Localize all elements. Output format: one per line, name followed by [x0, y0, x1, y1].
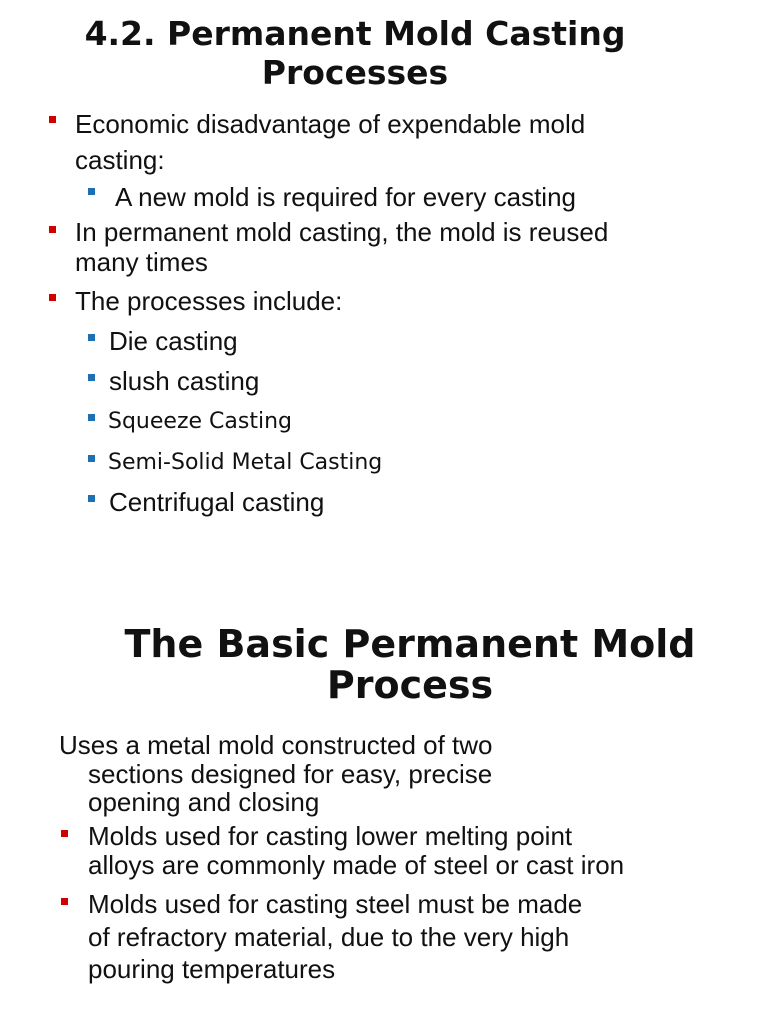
blue-bullet-icon [88, 495, 95, 502]
blue-bullet-icon [88, 188, 95, 195]
slide2-intro-line2: sections designed for easy, precise [88, 758, 493, 789]
red-bullet-icon [61, 830, 68, 837]
slide1-item-6: slush casting [109, 366, 260, 396]
slide2-intro-line3: opening and closing [88, 787, 320, 817]
slide1-title [40, 14, 670, 92]
slide1-item-2: A new mold is required for every casting [115, 182, 576, 212]
blue-bullet-icon [88, 455, 95, 462]
slide1-item-5: Die casting [109, 326, 238, 356]
slide1-title-line2: Processes [261, 53, 449, 92]
slide2-title-line1: The Basic Permanent Mold [124, 622, 696, 666]
slide1-item-1-line1: Economic disadvantage of expendable mold [75, 109, 586, 139]
blue-bullet-icon [88, 334, 95, 341]
slide2-item-1-line1: Molds used for casting lower melting point [88, 821, 573, 851]
slide2-title-line2: Process [326, 663, 494, 707]
slide1-item-4: The processes include: [75, 286, 343, 316]
slide2-title [60, 624, 760, 706]
slide2-item-1 [88, 822, 624, 880]
slide1-item-3-line2: many times [75, 247, 208, 277]
slide2-item-2 [88, 888, 582, 986]
slide1-item-1 [75, 106, 585, 178]
blue-bullet-icon [88, 414, 95, 421]
red-bullet-icon [49, 294, 56, 301]
red-bullet-icon [49, 116, 56, 123]
red-bullet-icon [61, 898, 68, 905]
slide2-item-2-line3: pouring temperatures [88, 954, 336, 984]
slide1-item-9: Centrifugal casting [109, 487, 325, 517]
slide2-item-1-line2: alloys are commonly made of steel or cast iron [88, 850, 625, 880]
slide2-intro-line1: Uses a metal mold constructed of two [59, 730, 493, 760]
slide1-item-3 [75, 217, 608, 277]
slide2-item-2-line2: of refractory material, due to the very high [88, 921, 570, 952]
blue-bullet-icon [88, 374, 95, 381]
red-bullet-icon [49, 226, 56, 233]
slide1-item-7: Squeeze Casting [108, 409, 292, 434]
slide1-item-1-line2: casting: [75, 145, 165, 175]
slide2-intro [59, 731, 493, 817]
slide2-item-2-line1: Molds used for casting steel must be made [88, 889, 583, 919]
slide1-item-3-line1: In permanent mold casting, the mold is reused [75, 217, 609, 247]
slide1-item-8: Semi-Solid Metal Casting [108, 450, 383, 475]
slide1-title-line1: 4.2. Permanent Mold Casting [84, 14, 626, 53]
